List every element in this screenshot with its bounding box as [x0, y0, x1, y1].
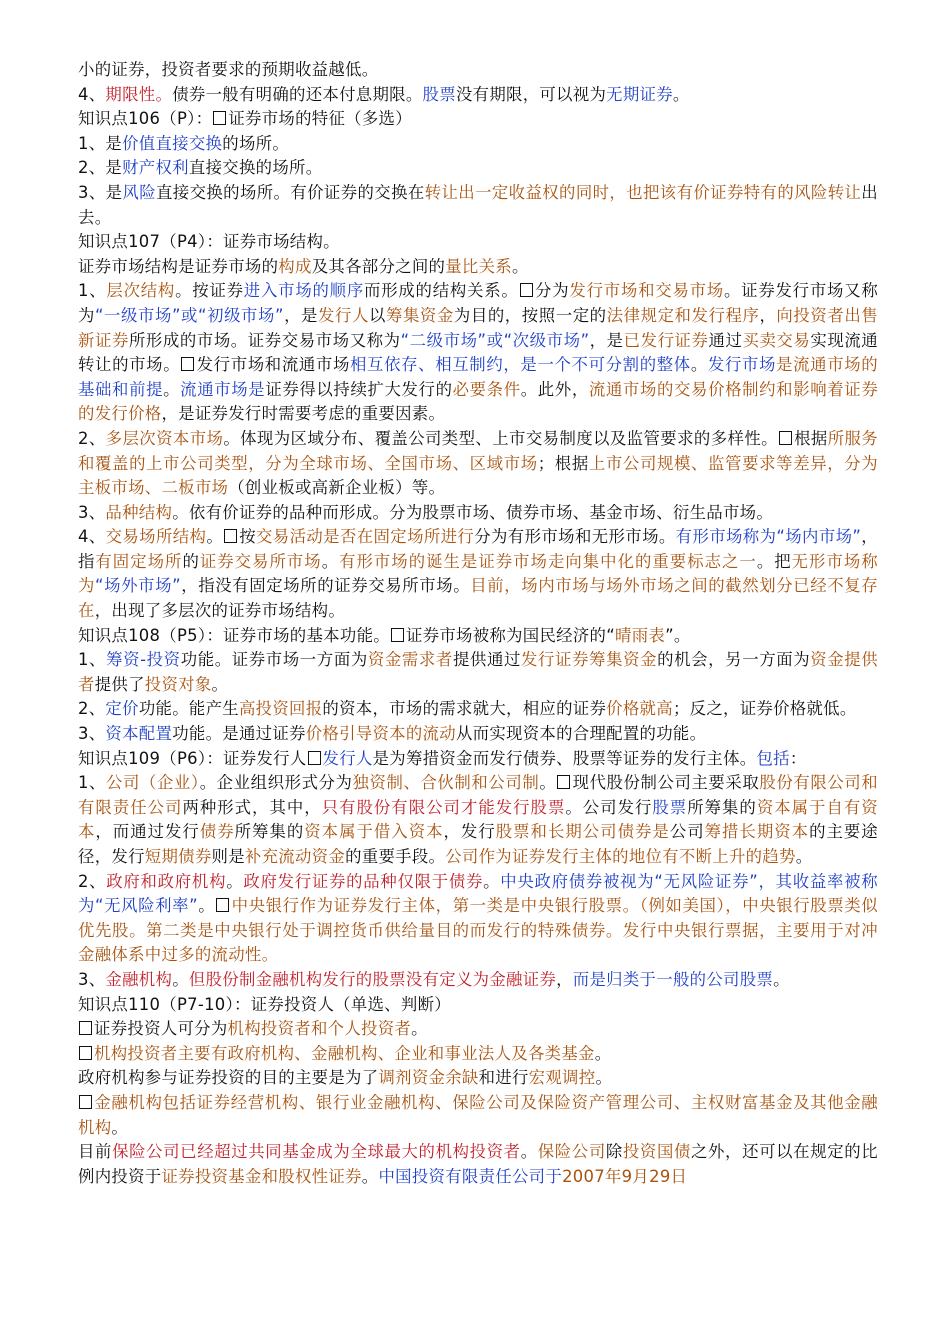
text-segment: 实现流通转让的市场。	[78, 330, 878, 375]
text-segment: 2、	[78, 871, 107, 891]
text-segment: 发行证券筹集资金	[521, 650, 658, 670]
text-segment: 股票	[652, 797, 688, 817]
text-segment: ，而通过发行	[95, 822, 200, 842]
text-segment: 政府发行证券的品种仅限于债券	[243, 871, 484, 891]
text-segment: 功能。是通过证券	[172, 724, 306, 744]
text-segment: 。	[773, 969, 790, 989]
text-segment: 。	[163, 379, 181, 399]
text-segment: 的	[182, 551, 200, 571]
text-segment: 高投资回报	[238, 699, 323, 719]
text-segment: 。	[539, 773, 557, 793]
text-segment: 。	[197, 896, 216, 916]
text-segment: 1、	[78, 650, 107, 670]
text-segment: 。证券发行市场又称为	[78, 281, 879, 325]
text-segment: 买卖交易	[742, 330, 811, 350]
text-segment: 2007年9月29日	[562, 1166, 688, 1186]
paragraph	[78, 427, 878, 501]
checkbox-square-icon	[557, 775, 570, 789]
text-segment: 和进行	[478, 1068, 529, 1088]
text-segment: 层次结构	[106, 281, 176, 301]
paragraph	[78, 870, 878, 968]
text-segment: 有形市场称为“场内市场”	[675, 527, 862, 547]
text-segment: 发行市场	[707, 355, 777, 375]
checkbox-square-icon	[79, 1046, 92, 1060]
text-segment: ；反之，证券价格就低。	[672, 699, 857, 719]
text-segment: 证券市场结构是证券市场的	[78, 256, 279, 276]
text-segment: 分为	[534, 281, 570, 301]
text-segment: ，发行	[443, 822, 496, 842]
text-segment: 股票	[422, 84, 456, 104]
text-segment: 。此外，	[520, 379, 589, 399]
text-segment: 按	[239, 527, 257, 547]
text-segment: ，指	[78, 527, 878, 571]
text-segment: 只有股份有限公司才能发行股票	[321, 797, 566, 817]
text-segment: 从而实现资本的合理配置的功能。	[455, 724, 707, 744]
text-segment: 价格就高	[606, 699, 673, 719]
text-segment: 股份有限公司和有限责任公司	[78, 773, 878, 817]
text-segment: 包括	[756, 748, 790, 768]
text-segment: 。	[321, 551, 340, 571]
text-segment: 。	[111, 1117, 129, 1137]
text-segment: 筹资-投资	[106, 650, 181, 670]
text-segment: 的重要手段。	[345, 847, 446, 866]
text-segment: 风险	[122, 182, 157, 202]
text-segment: 是为筹措资金而发行债券、股票等证券的发行主体。	[372, 748, 757, 768]
text-segment: 1、是	[78, 133, 123, 153]
text-segment: 资本属于自有资本	[78, 797, 878, 842]
text-segment: 的场所。	[222, 133, 290, 153]
text-segment: 期限性。	[105, 84, 173, 104]
text-segment: 量比关系	[445, 256, 512, 276]
text-segment: 3、是	[78, 182, 123, 202]
text-segment: 资本配置	[105, 724, 173, 744]
text-segment: 。	[511, 256, 529, 276]
text-segment: 中央政府债券被视为“无风险证券”，其收益率被称为“无风险利率”	[78, 871, 878, 916]
text-segment: 小的证券，投资者要求的预期收益越低。	[78, 60, 379, 79]
text-segment: 证券市场被称为国民经济的“	[405, 625, 616, 645]
text-segment: 。	[795, 847, 813, 866]
text-segment: 有固定场所	[95, 551, 183, 571]
checkbox-square-icon	[213, 111, 226, 125]
text-segment: 知识点110（P7-10）：证券投资人（单选、判断）	[78, 994, 451, 1014]
text-segment: 流通市场的交易价格制约和影响着证券的发行价格	[78, 379, 879, 424]
text-segment: 。依有价证券的品种而形成。分为股票市场、债券市场、基金市场、衍生品市场。	[172, 502, 774, 522]
paragraph	[78, 279, 878, 427]
text-segment: 所筹集的	[234, 822, 305, 842]
text-segment: 资金需求者	[367, 650, 453, 670]
text-segment: 没有期限，可以视为	[455, 84, 607, 104]
text-segment: 品种结构	[105, 502, 173, 522]
text-segment: 机构投资者和个人投资者	[227, 1019, 412, 1039]
text-segment: ：	[789, 748, 807, 768]
text-segment: 中央银行作为证券发行主体，第一类是中央银行股票。（例如美国），中央银行股票类似优先股。第二类是中央银行处于调控货币供给量目的而发行的特殊债券。发行中央银行票据，主要用于对冲金融体系中过多的流动性。	[78, 896, 878, 965]
text-segment: 及其各部分之间的	[311, 256, 446, 276]
text-segment: 机构投资者主要有政府机构、金融机构、企业和事业法人及各类基金	[94, 1043, 595, 1063]
text-segment: 提供通过	[452, 650, 521, 670]
text-segment: 的主要途径，发行	[78, 822, 878, 866]
paragraph	[78, 1091, 878, 1140]
paragraph	[78, 722, 878, 747]
text-segment: 公司	[669, 822, 705, 842]
paragraph	[78, 255, 878, 280]
text-segment: 所形成的市场。证券交易市场又称为	[128, 330, 401, 350]
text-segment: 。	[594, 1043, 612, 1063]
text-segment: 债券一般有明确的还本付息期限。	[172, 84, 423, 104]
text-segment: 相互依存、相互制约，是一个不可分割的整体	[350, 355, 691, 375]
text-segment: “二级市场”或“次级市场”	[400, 330, 590, 350]
text-segment: 财产权利	[122, 158, 189, 178]
text-segment: 投资国债	[622, 1142, 691, 1162]
checkbox-square-icon	[181, 357, 194, 371]
text-segment: 现代股份制公司主要采取	[572, 773, 760, 793]
text-segment: 。把	[756, 551, 792, 571]
text-segment: 交易活动是否在固定场所进行	[256, 527, 475, 547]
text-segment: 。	[206, 527, 224, 547]
text-segment: 两种形式，其中，	[182, 797, 322, 817]
text-segment: 4、	[78, 527, 106, 547]
text-segment: 向投资者出售新证券	[78, 305, 878, 350]
paragraph	[78, 181, 878, 230]
text-segment: 短期债券	[144, 847, 212, 866]
paragraph	[78, 58, 878, 83]
text-segment: ，	[759, 305, 777, 325]
checkbox-square-icon	[308, 751, 321, 765]
text-segment: 2、是	[78, 158, 123, 178]
text-segment: 保险公司已经超过共同基金成为全球最大的机构投资者	[112, 1142, 521, 1162]
text-segment: 3、	[78, 724, 106, 744]
text-segment: 而形成的结构关系。	[364, 281, 519, 301]
text-segment: 功能。证券市场一方面为	[180, 650, 368, 670]
text-segment: 金融机构包括证券经营机构、银行业金融机构、保险公司及保险资产管理公司、主权财富基金及其他金融机构	[78, 1092, 878, 1137]
paragraph	[78, 1042, 878, 1067]
text-segment: 进入市场的顺序	[243, 281, 365, 301]
text-segment: 的资本，市场的需求就大，相应的证券	[322, 699, 607, 719]
text-segment: 通过	[708, 330, 743, 350]
text-segment: 证券得以持续扩大发行的	[265, 379, 453, 399]
text-segment: 保险公司	[537, 1142, 606, 1162]
text-segment: 补充流动资金	[244, 847, 346, 866]
text-segment: 的机会，另一方面为	[657, 650, 811, 670]
text-segment: 中国投资有限责任公司于	[378, 1166, 563, 1186]
text-segment: 目前	[78, 1142, 113, 1162]
text-segment: 发行人	[322, 748, 373, 768]
paragraph	[78, 156, 878, 181]
text-segment: 筹措长期资本	[704, 822, 810, 842]
paragraph	[78, 968, 878, 993]
text-segment: 投资对象	[144, 674, 212, 694]
text-segment: 。	[672, 84, 690, 104]
text-segment: 必要条件	[452, 379, 521, 399]
paragraph	[78, 1017, 878, 1042]
checkbox-square-icon	[79, 1021, 92, 1035]
text-segment: 分为有形市场和无形市场。	[474, 527, 676, 547]
text-segment: 1、	[78, 773, 106, 793]
paragraph	[78, 525, 878, 623]
text-segment: 发行人	[318, 305, 369, 325]
text-segment: 证券投资基金和股权性证券	[161, 1166, 362, 1186]
text-segment: 。按证券	[175, 281, 244, 301]
text-segment: 除	[605, 1142, 623, 1162]
text-segment: 构成	[278, 256, 312, 276]
text-segment: 。	[172, 969, 189, 989]
text-segment: 。	[690, 355, 708, 375]
text-segment: 。	[595, 1068, 613, 1088]
text-segment: 2、	[78, 428, 106, 448]
text-segment: 调剂资金余缺	[378, 1068, 479, 1088]
paragraph	[78, 83, 878, 108]
paragraph	[78, 697, 878, 722]
text-segment: 1、	[78, 281, 107, 301]
text-segment: 3、	[78, 502, 106, 522]
paragraph	[78, 107, 878, 132]
paragraph	[78, 501, 878, 526]
text-segment: 证券市场的特征（多选）	[228, 109, 412, 129]
text-segment: 知识点107（P4）：证券市场结构。	[78, 232, 340, 252]
text-segment: 知识点109（P6）：证券发行人	[78, 748, 307, 768]
text-segment: 流通市场是	[180, 379, 266, 399]
text-segment: 以	[368, 305, 386, 325]
text-segment: 直接交换的场所。有价证券的交换在	[156, 182, 425, 202]
text-segment: ，是	[589, 330, 624, 350]
text-segment: 资金提供者	[78, 650, 879, 694]
text-segment: 基础和前提	[78, 379, 164, 399]
text-segment: 多层次资本市场	[105, 428, 224, 448]
text-segment: 定价	[105, 699, 139, 719]
text-segment: ，指没有固定场所的证券交易所市场。	[180, 576, 471, 596]
text-segment: 而是归类于一般的公司股票	[572, 969, 774, 989]
paragraph	[78, 230, 878, 255]
checkbox-square-icon	[216, 898, 229, 912]
text-segment: 发行市场和交易市场	[569, 281, 724, 301]
text-segment: 筹集资金	[385, 305, 454, 325]
text-segment: 已发行证券	[623, 330, 709, 350]
text-segment: 根据	[793, 428, 828, 448]
text-segment: 有形市场的诞生是证券市场走向集中化的重要标志之一	[339, 551, 757, 571]
paragraph	[78, 648, 878, 697]
text-segment: （创业板或高新企业板）等。	[228, 478, 446, 498]
text-segment: 宏观调控	[528, 1068, 596, 1088]
checkbox-square-icon	[79, 1095, 92, 1109]
text-segment: 债券	[199, 822, 235, 842]
text-segment: 转让出一定收益权的同时，也把该有价证券特有的风险转让	[424, 182, 862, 202]
text-segment: “一级市场”或“初级市场”	[94, 305, 284, 325]
text-segment: 所服务和覆盖的上市公司类型，分为全球市场、全国市场、区域市场	[78, 428, 878, 473]
text-segment: 。	[483, 871, 501, 891]
checkbox-square-icon	[391, 628, 404, 642]
text-segment: 独资制、合伙制和公司制	[352, 773, 540, 793]
text-segment: ，	[556, 969, 573, 989]
text-segment: 。	[520, 1142, 538, 1162]
checkbox-square-icon	[224, 529, 237, 543]
text-segment: 证券交易所市场	[199, 551, 322, 571]
text-segment: 4、	[78, 84, 106, 104]
text-segment: 无形市场称为	[78, 551, 878, 596]
text-segment: 公司作为证券发行主体的地位有不断上升的趋势	[445, 847, 796, 866]
text-segment: 知识点106（P）：	[78, 109, 213, 129]
text-segment: 所筹集的	[687, 797, 757, 817]
text-segment: “场外市场”	[95, 576, 181, 596]
paragraph	[78, 1140, 878, 1189]
checkbox-square-icon	[520, 283, 533, 297]
paragraph	[78, 747, 878, 772]
checkbox-square-icon	[779, 431, 792, 445]
text-segment: 目前，场内市场与场外市场之间的截然划分已经不复存在	[78, 576, 878, 621]
text-segment: 。	[226, 871, 244, 891]
text-segment: 。	[211, 674, 229, 694]
document-page	[78, 58, 878, 1189]
text-segment: ”。	[665, 625, 691, 645]
text-segment: 知识点108（P5）：证券市场的基本功能。	[78, 625, 390, 645]
text-segment: 交易场所结构	[105, 527, 207, 547]
text-segment: 晴雨表	[615, 625, 666, 645]
text-segment: ，是证券发行时需要考虑的重要因素。	[161, 404, 446, 424]
text-segment: 。	[361, 1166, 379, 1186]
text-segment: ，是	[283, 305, 319, 325]
text-segment: 是流通市场的	[776, 355, 878, 375]
text-segment: 公司（企业）	[106, 773, 200, 793]
text-segment: 股票和长期公司债券是	[495, 822, 670, 842]
text-segment: 直接交换的场所。	[188, 158, 323, 178]
text-segment: 提供了	[94, 674, 145, 694]
text-segment: 无期证券	[606, 84, 673, 104]
text-segment: 价值直接交换	[122, 133, 223, 153]
text-segment: 。	[411, 1019, 428, 1039]
text-segment: 2、	[78, 699, 106, 719]
paragraph	[78, 993, 878, 1018]
text-segment: 功能。能产生	[138, 699, 239, 719]
text-segment: 政府和政府机构	[106, 871, 227, 891]
text-segment: ，出现了多层次的证券市场结构。	[94, 601, 346, 621]
text-segment: 为目的，按照一定的	[453, 305, 607, 325]
paragraph	[78, 132, 878, 157]
text-segment: 法律规定和发行程序	[606, 305, 760, 325]
text-segment: ；根据	[537, 453, 589, 473]
text-segment: 价格引导资本的流动	[305, 724, 456, 744]
text-segment: 则是	[211, 847, 245, 866]
text-segment: 3、	[78, 969, 106, 989]
paragraph	[78, 1066, 878, 1091]
text-segment: 资本属于借入资本	[304, 822, 444, 842]
text-segment: 。公司发行	[565, 797, 653, 817]
paragraph	[78, 771, 878, 869]
text-segment: 。体现为区域分布、覆盖公司类型、上市交易制度以及监管要求的多样性。	[223, 428, 778, 448]
text-segment: 证券投资人可分为	[94, 1019, 228, 1039]
text-segment: 上市公司规模、监管要求等差异，分为主板市场、二板市场	[78, 453, 878, 498]
text-segment: 之外，还可以在规定的比例内投资于	[78, 1142, 878, 1186]
text-segment: 出去。	[78, 182, 878, 227]
text-segment: 。企业组织形式分为	[199, 773, 353, 793]
text-segment: 金融机构	[105, 969, 173, 989]
paragraph	[78, 624, 878, 649]
text-segment: 但股份制金融机构发行的股票没有定义为金融证券	[188, 969, 557, 989]
text-segment: 政府机构参与证券投资的目的主要是为了	[78, 1068, 379, 1088]
text-segment: 发行市场和流通市场	[196, 355, 350, 375]
